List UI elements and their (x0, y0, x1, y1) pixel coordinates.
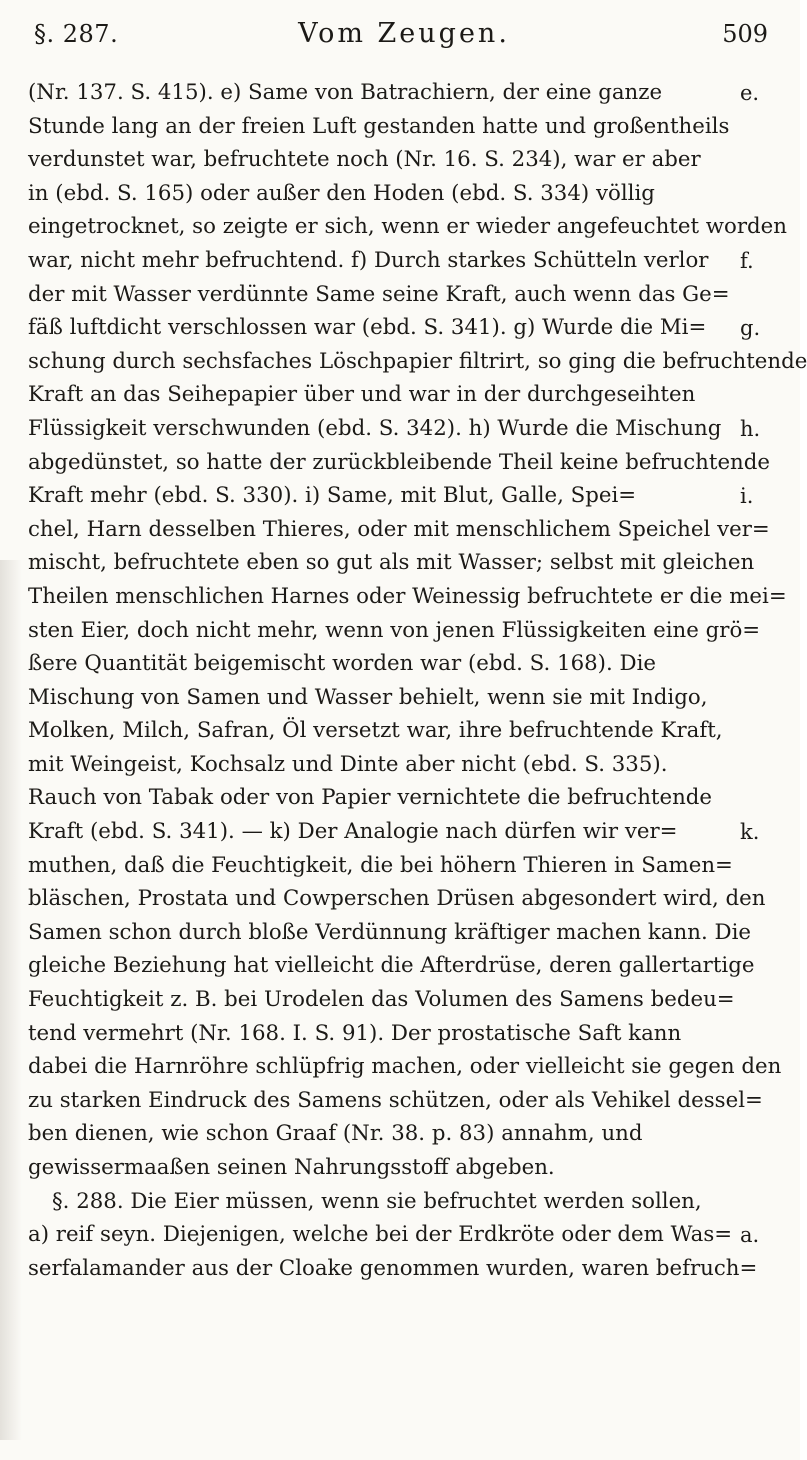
text-line: bläschen, Prostata und Cowperschen Drüsen abgesondert wird, den (28, 886, 766, 912)
text-line: §. 288. Die Eier müssen, wenn sie befruchtet werden sollen, (52, 1188, 702, 1214)
text-line: (Nr. 137. S. 415). e) Same von Batrachiern, der eine ganze (28, 80, 663, 105)
text-line: schung durch sechsfaches Löschpapier filtrirt, so ging die befruchtende (28, 348, 807, 374)
margin-letter: g. (740, 316, 761, 341)
text-line: mischt, befruchtete eben so gut als mit Wasser; selbst mit gleichen (28, 550, 755, 576)
binding-shadow (0, 560, 22, 1440)
running-head (34, 10, 774, 58)
text-line: tend vermehrt (Nr. 168. I. S. 91). Der prostatische Saft kann (28, 1020, 682, 1046)
text-line: fäß luftdicht verschlossen war (ebd. S. 341). g) Wurde die Mi= (28, 315, 707, 341)
margin-letter: i. (740, 484, 754, 509)
text-line: serfalamander aus der Cloake genommen wurden, waren befruch= (28, 1255, 758, 1281)
text-line: Theilen menschlichen Harnes oder Weinessig befruchtete er die mei= (28, 583, 787, 609)
text-line: muthen, daß die Feuchtigkeit, die bei höhern Thieren in Samen= (28, 852, 733, 878)
section-number: §. 287. (34, 20, 119, 48)
margin-letter: a. (740, 1223, 760, 1248)
text-line: sten Eier, doch nicht mehr, wenn von jenen Flüssigkeiten eine grö= (28, 617, 761, 643)
text-line: Kraft (ebd. S. 341). — k) Der Analogie nach dürfen wir ver= (28, 819, 678, 845)
page-number: 509 (722, 20, 768, 48)
page-title: Vom Zeugen. (298, 18, 510, 49)
text-line: Mischung von Samen und Wasser behielt, wenn sie mit Indigo, (28, 684, 708, 710)
text-line: abgedünstet, so hatte der zurückbleibende Theil keine befruchtende (28, 449, 771, 475)
text-line: Kraft mehr (ebd. S. 330). i) Same, mit Blut, Galle, Spei= (28, 483, 637, 509)
text-line: eingetrocknet, so zeigte er sich, wenn er wieder angefeuchtet worden (28, 214, 787, 240)
text-line: Feuchtigkeit z. B. bei Urodelen das Volumen des Samens bedeu= (28, 987, 735, 1013)
text-line: der mit Wasser verdünnte Same seine Kraft, auch wenn das Ge= (28, 281, 730, 307)
margin-letter: h. (740, 417, 761, 441)
text-line: Samen schon durch bloße Verdünnung kräftiger machen kann. Die (28, 919, 751, 945)
text-line: Rauch von Tabak oder von Papier vernichtete die befruchtende (28, 785, 713, 811)
text-line: zu starken Eindruck des Samens schützen, oder als Vehikel dessel= (28, 1087, 763, 1113)
text-line: mit Weingeist, Kochsalz und Dinte aber nicht (ebd. S. 335). (28, 751, 668, 777)
text-line: verdunstet war, befruchtete noch (Nr. 16. S. 234), war er aber (28, 147, 701, 173)
text-line: dabei die Harnröhre schlüpfrig machen, oder vielleicht sie gegen den (28, 1054, 782, 1080)
text-line: gleiche Beziehung hat vielleicht die Afterdrüse, deren gallertartige (28, 953, 755, 979)
text-line: Kraft an das Seihepapier über und war in der durchgeseihten (28, 382, 696, 408)
body-text (28, 76, 807, 1285)
text-line: war, nicht mehr befruchtend. f) Durch starkes Schütteln verlor (28, 247, 709, 273)
margin-letter: f. (740, 249, 754, 273)
text-line: ben dienen, wie schon Graaf (Nr. 38. p. 83) annahm, und (28, 1121, 643, 1147)
text-line: ßere Quantität beigemischt worden war (ebd. S. 168). Die (28, 651, 657, 677)
margin-letter: k. (740, 820, 760, 845)
text-line: Flüssigkeit verschwunden (ebd. S. 342). h) Wurde die Mischung (28, 415, 722, 441)
text-line: a) reif seyn. Diejenigen, welche bei der Erdkröte oder dem Was= (28, 1222, 733, 1248)
text-line: chel, Harn desselben Thieres, oder mit menschlichem Speichel ver= (28, 516, 770, 542)
text-line: Stunde lang an der freien Luft gestanden hatte und großentheils (28, 113, 730, 139)
text-line: gewissermaaßen seinen Nahrungsstoff abgeben. (28, 1155, 555, 1180)
margin-letter: e. (740, 81, 760, 105)
text-line: in (ebd. S. 165) oder außer den Hoden (ebd. S. 334) völlig (28, 180, 655, 206)
text-line: Molken, Milch, Safran, Öl versetzt war, ihre befruchtende Kraft, (28, 718, 723, 744)
